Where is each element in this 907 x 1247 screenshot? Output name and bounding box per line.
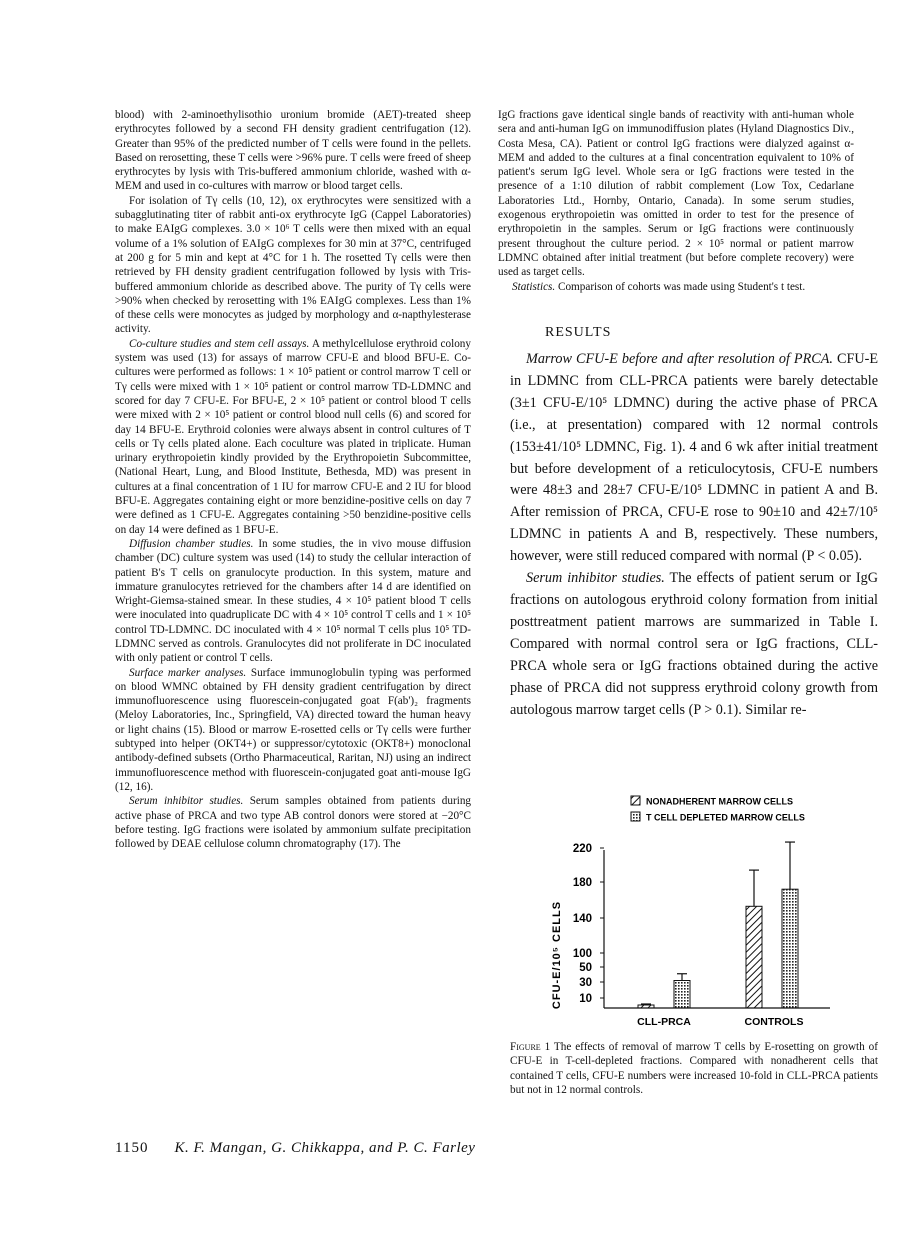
y-tick-label: 30 [579,977,592,989]
caption-text: The effects of removal of marrow T cells by E-rosetting on growth of CFU-E in T-cell-depleted fractions. Compared with nonadherent cells that contained T cells, CFU-E numbers were increased 10-fold in CLL-PRCA patients but not in 12 normal controls. [510,1041,878,1096]
figure-caption [510,1040,878,1097]
x-category-label: CONTROLS [744,1016,804,1028]
legend-label-tcell-depleted: T CELL DEPLETED MARROW CELLS [646,812,805,823]
bar-tcell-depleted-controls [782,889,798,1008]
text-marrow-cfue: CFU-E in LDMNC from CLL-PRCA patients were barely detectable (3±1 CFU-E/10⁵ LDMNC) during the active phase of PRCA (i.e., at presentation) compared with 12 normal controls (153±41/10⁵ LDMNC, Fig. 1). 4 and 6 wk after initial treatment but before development of a reticulocytosis, CFU-E numbers were 48±3 and 28±7 CFU-E/10⁵ LDMNC in patient A and B. After remission of PRCA, CFU-E rose to 90±10 and 42±7/10⁵ LDMNC in patients A and B, respectively. These numbers, however, were still reduced compared with normal (P < 0.05). [510,351,878,565]
paragraph-serum-inhibitor-results [510,568,878,721]
text-surface-marker: Surface immunoglobulin typing was performed on blood WMNC obtained by FH density gradient centrifugation by direct immunofluorescence using fluorescein-conjugated goat F(ab')₂ fragments (Meloy Laboratories, Inc., Springfield, VA) directed toward the human heavy or light chains (15). Blood or marrow E-rosetted cells or Tγ cells were further subtyped into helper (OKT4+) or suppressor/cytotoxic (OKT8+) monoclonal antibody-defined subsets (Ortho Pharmaceutical, Raritan, NJ) using an indirect immunofluorescence method with fluorescein-conjugated goat anti-mouse IgG (12, 16). [115,666,471,793]
heading-coculture: Co-culture studies and stem cell assays. [129,337,310,350]
x-axis-labels [637,1016,803,1028]
page-number: 1150 [115,1140,149,1156]
figure-1 [540,790,880,1040]
right-column-top [498,108,854,294]
right-column-results [510,349,878,721]
chart-legend [631,796,805,823]
y-tick-label: 220 [572,843,592,855]
y-tick-label: 100 [572,948,592,960]
caption-label: Figure 1 [510,1041,551,1053]
y-tick-label: 50 [579,962,592,974]
footer-authors: K. F. Mangan, G. Chikkappa, and P. C. Farley [174,1140,476,1156]
bar-tcell-depleted-cll-prca [674,981,690,1009]
paragraph-surface-marker [115,666,471,795]
text-serum-inhibitor-results: The effects of patient serum or IgG fractions on autologous erythroid colony formation from initial posttreatment patient marrows are summarized in Table I. Compared with normal control sera or IgG fractions, CLL-PRCA whole sera or IgG fractions obtained during the active phase of PRCA did not suppress erythroid colony growth from autologous marrow target cells (P > 0.1). Similar re- [510,570,878,718]
y-tick-label: 10 [579,993,592,1005]
text-statistics: Comparison of cohorts was made using Student's t test. [555,280,806,293]
legend-swatch-tcell-depleted [631,812,640,821]
chart-bars [638,842,798,1008]
y-tick-label: 140 [572,913,592,925]
text-diffusion-chamber: In some studies, the in vivo mouse diffusion chamber (DC) culture system was used (14) to study the cellular interaction of patient B's T cells on granulocyte production. In this system, mature and immature granulocytes retrieved for the chambers after 14 d are identified on Wright-Giemsa-stained smear. In these studies, 4 × 10⁵ patient blood T cells were inoculated into quadruplicate DC with 4 × 10⁵ control T cells and 1 × 10⁵ control TD-LDMNC. DC inoculated with 4 × 10⁵ normal T cells plus 10⁵ TD-LDMNC served as controls. Granulocytes did not proliferate in DC inoculated with only patient or control T cells. [115,537,471,665]
y-axis-label: CFU-E/10⁵ CELLS [551,900,563,1010]
paragraph-serum-inhibitor-methods [115,794,471,851]
heading-marrow-cfue: Marrow CFU-E before and after resolution of PRCA. [526,351,833,367]
legend-swatch-nonadherent [631,796,640,805]
heading-statistics: Statistics. [512,280,556,293]
heading-diffusion-chamber: Diffusion chamber studies. [129,537,254,550]
paragraph-diffusion-chamber [115,537,471,666]
heading-surface-marker: Surface marker analyses. [129,666,247,679]
y-axis-ticks [573,843,604,1005]
paragraph-coculture [115,337,471,537]
bar-chart [540,790,880,1040]
heading-serum-inhibitor-results: Serum inhibitor studies. [526,570,665,587]
text-serum-inhibitor-methods: Serum samples obtained from patients during active phase of PRCA and two type AB control donors were stored at −20°C before testing. IgG fractions were isolated by ammonium sulfate precipitation followed by DEAE cellulose column chromatography (17). The [115,795,472,851]
legend-label-nonadherent: NONADHERENT MARROW CELLS [646,796,793,807]
paragraph-igg-fractions: IgG fractions gave identical single bands of reactivity with anti-human whole sera and anti-human IgG on immunodiffusion plates (Hyland Diagnostics Div., Costa Mesa, CA). Patient or control IgG fractions were dialyzed against α-MEM and added to the cultures at a final concentration equivalent to 10% of patient's serum IgG level. Whole sera or IgG fractions were tested in the presence of a 1:10 dilution of rabbit complement (Low Tox, Cedarlane Laboratories Ltd., Hornby, Ontario, Canada). In some serum studies, exogenous erythropoietin was omitted in order to test for the presence of erythropoietin in the samples. Serum or IgG fractions were continuously present throughout the culture period. 2 × 10⁵ normal or patient marrow LDMNC obtained after initial treatment (but before complete recovery) were used as target cells. [498,109,854,279]
y-tick-label: 180 [572,877,592,889]
results-heading: RESULTS [545,325,612,340]
text-coculture: A methylcellulose erythroid colony system was used (13) for assays of marrow CFU-E and blood BFU-E. Co-cultures were performed as follows: 1 × 10⁵ patient or control marrow T cell or Tγ cells were mixed with 1 × 10⁵ patient or control marrow TD-LDMNC and scored for day 7 CFU-E. For BFU-E, 2 × 10⁵ patient or control blood T cells were mixed with 2 × 10⁵ patient or control blood null cells (6) and scored for day 14 BFU-E. Erythroid colonies were always absent in control cultures of T cells or Tγ cells plated alone. Each coculture was plated in triplicate. Human urinary erythropoietin kindly provided by the Erythropoietin Subcommittee, (National Heart, Lung, and Blood Institute, Bethesda, MD) was present in cultures at a final concentration of 1 IU for marrow CFU-E and 2 IU for blood BFU-E. Aggregates containing eight or more benzidine-positive cells on day 7 were defined as 1 CFU-E. Aggregates containing >50 benzidine-positive cells on day 14 were defined as 1 BFU-E. [115,337,471,536]
page-footer [115,1140,815,1157]
heading-serum-inhibitor-methods: Serum inhibitor studies. [129,795,244,808]
paragraph-tgamma-isolation: For isolation of Tγ cells (10, 12), ox erythrocytes were sensitized with a subagglutinating titer of rabbit anti-ox erythrocyte IgG (Cappel Laboratories) to make EAIgG complexes. 3.0 × 10⁶ T cells were then mixed with an equal volume of a 1% solution of EAIgG complexes for 30 min at 37°C, centrifuged at 200 g for 5 min and kept at 4°C for 1 h. The rosetted Tγ cells were then retrieved by FH density gradient centrifugation followed by lysis with Tris-buffered ammonium chloride as described above. The purity of Tγ cells were >90% when checked by rerosetting with 1% EAIgG complexes. Less than 1% of these cells were monocytes as judged by morphology and α-napthylesterase activity. [115,194,471,336]
bar-nonadherent-controls [746,906,762,1008]
x-category-label: CLL-PRCA [637,1016,691,1028]
left-column [115,108,471,851]
paragraph-statistics [498,280,854,294]
paragraph-marrow-cfue [510,349,878,568]
paragraph-aet-treated: blood) with 2-aminoethylisothio uronium bromide (AET)-treated sheep erythrocytes followed by a second FH density gradient centrifugation (12). Greater than 95% of the predicted number of T cells were found in the pellets. Based on rerosetting, these T cells were >96% pure. T cells were freed of sheep erythrocytes by lysis with Tris-buffered ammonium chloride, washed with α-MEM and used in co-cultures with marrow or blood target cells. [115,109,471,193]
